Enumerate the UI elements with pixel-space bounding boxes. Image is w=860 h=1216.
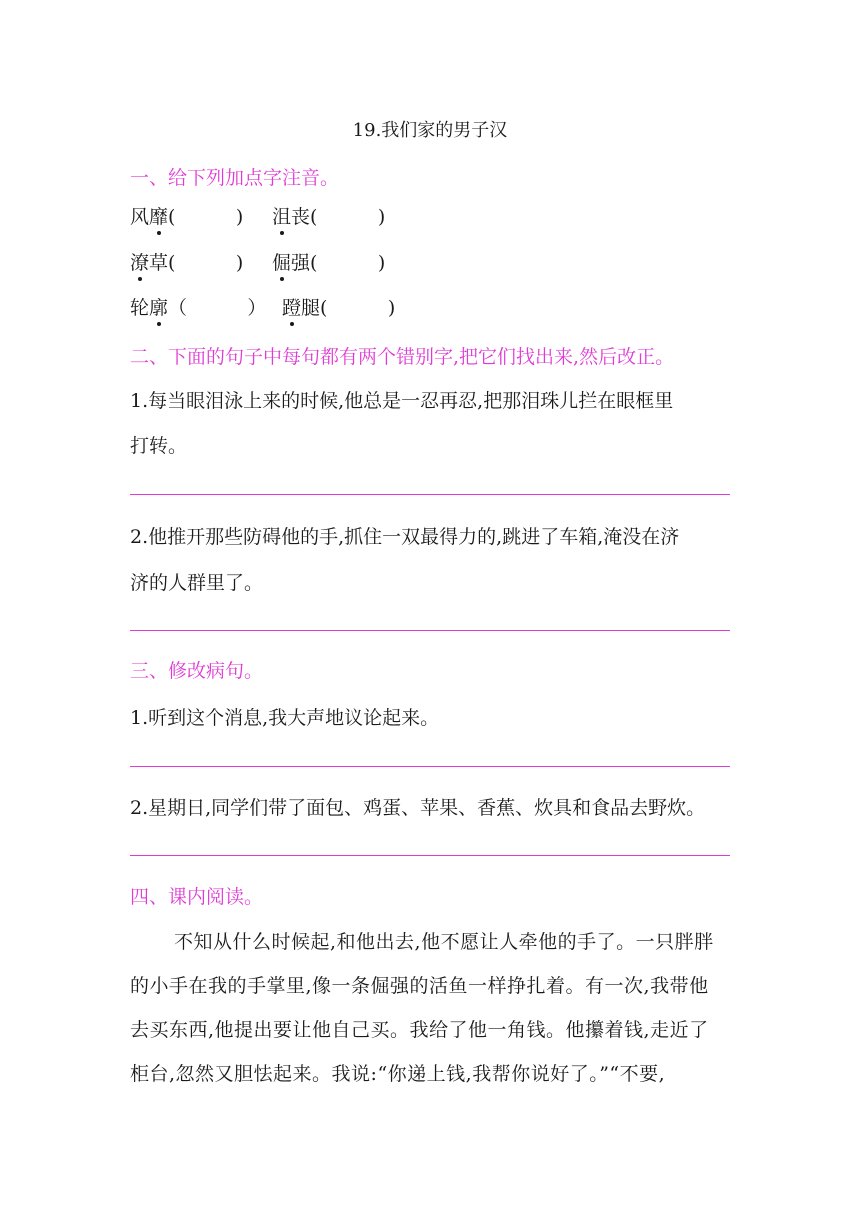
- pinyin-item: [130, 248, 243, 275]
- answer-blank[interactable]: （ ）: [168, 297, 267, 319]
- section-3-heading: 三、修改病句。: [130, 660, 264, 682]
- dotted-char: 潦: [130, 248, 149, 275]
- reading-paragraph-line: 不知从什么时候起,和他出去,他不愿让人牵他的手了。一只胖胖: [174, 931, 714, 953]
- item-text: 轮: [130, 297, 150, 319]
- section-2-heading: 二、下面的句子中每句都有两个错别字,把它们找出来,然后改正。: [130, 346, 675, 368]
- question-text: 济的人群里了。: [130, 572, 264, 594]
- answer-blank[interactable]: ( ): [168, 252, 244, 274]
- dotted-char: 靡: [149, 202, 168, 229]
- answer-blank[interactable]: ( ): [320, 297, 396, 319]
- question-text: 2.他推开那些防碍他的手,抓住一双最得力的,跳进了车箱,淹没在济: [130, 526, 680, 548]
- answer-blank[interactable]: ( ): [310, 206, 386, 228]
- answer-line[interactable]: [130, 855, 730, 856]
- section-1-heading: 一、给下列加点字注音。: [130, 167, 340, 189]
- question-text: 1.每当眼泪泳上来的时候,他总是一忍再忍,把那泪珠儿拦在眼框里: [130, 390, 674, 412]
- reading-paragraph-line: 柜台,忽然又胆怯起来。我说:“你递上钱,我帮你说好了。”“不要,: [130, 1063, 666, 1085]
- section-4-heading: 四、课内阅读。: [130, 886, 264, 908]
- pinyin-item: [272, 248, 385, 275]
- dotted-char: 倔: [272, 248, 291, 275]
- answer-line[interactable]: [130, 630, 730, 631]
- item-text: 丧: [291, 206, 311, 228]
- question-text: 2.星期日,同学们带了面包、鸡蛋、苹果、香蕉、炊具和食品去野炊。: [130, 797, 706, 819]
- item-text: 草: [149, 252, 169, 274]
- pinyin-item: [282, 293, 395, 320]
- dotted-char: 廓: [149, 293, 168, 320]
- page-title: 19.我们家的男子汉: [352, 120, 508, 141]
- answer-line[interactable]: [130, 494, 730, 495]
- dotted-char: 蹬: [282, 293, 301, 320]
- item-text: 风: [130, 206, 150, 228]
- pinyin-item: [272, 202, 385, 229]
- question-text: 1.听到这个消息,我大声地议论起来。: [130, 707, 440, 729]
- item-text: 强: [291, 252, 311, 274]
- answer-line[interactable]: [130, 766, 730, 767]
- dotted-char: 沮: [272, 202, 291, 229]
- answer-blank[interactable]: ( ): [168, 206, 244, 228]
- pinyin-item: [130, 202, 243, 229]
- item-text: 腿: [301, 297, 321, 319]
- pinyin-item: [130, 293, 266, 320]
- reading-paragraph-line: 的小手在我的手掌里,像一条倔强的活鱼一样挣扎着。有一次,我带他: [130, 975, 709, 997]
- answer-blank[interactable]: ( ): [310, 252, 386, 274]
- reading-paragraph-line: 去买东西,他提出要让他自己买。我给了他一角钱。他攥着钱,走近了: [130, 1019, 709, 1041]
- question-text: 打转。: [130, 435, 188, 457]
